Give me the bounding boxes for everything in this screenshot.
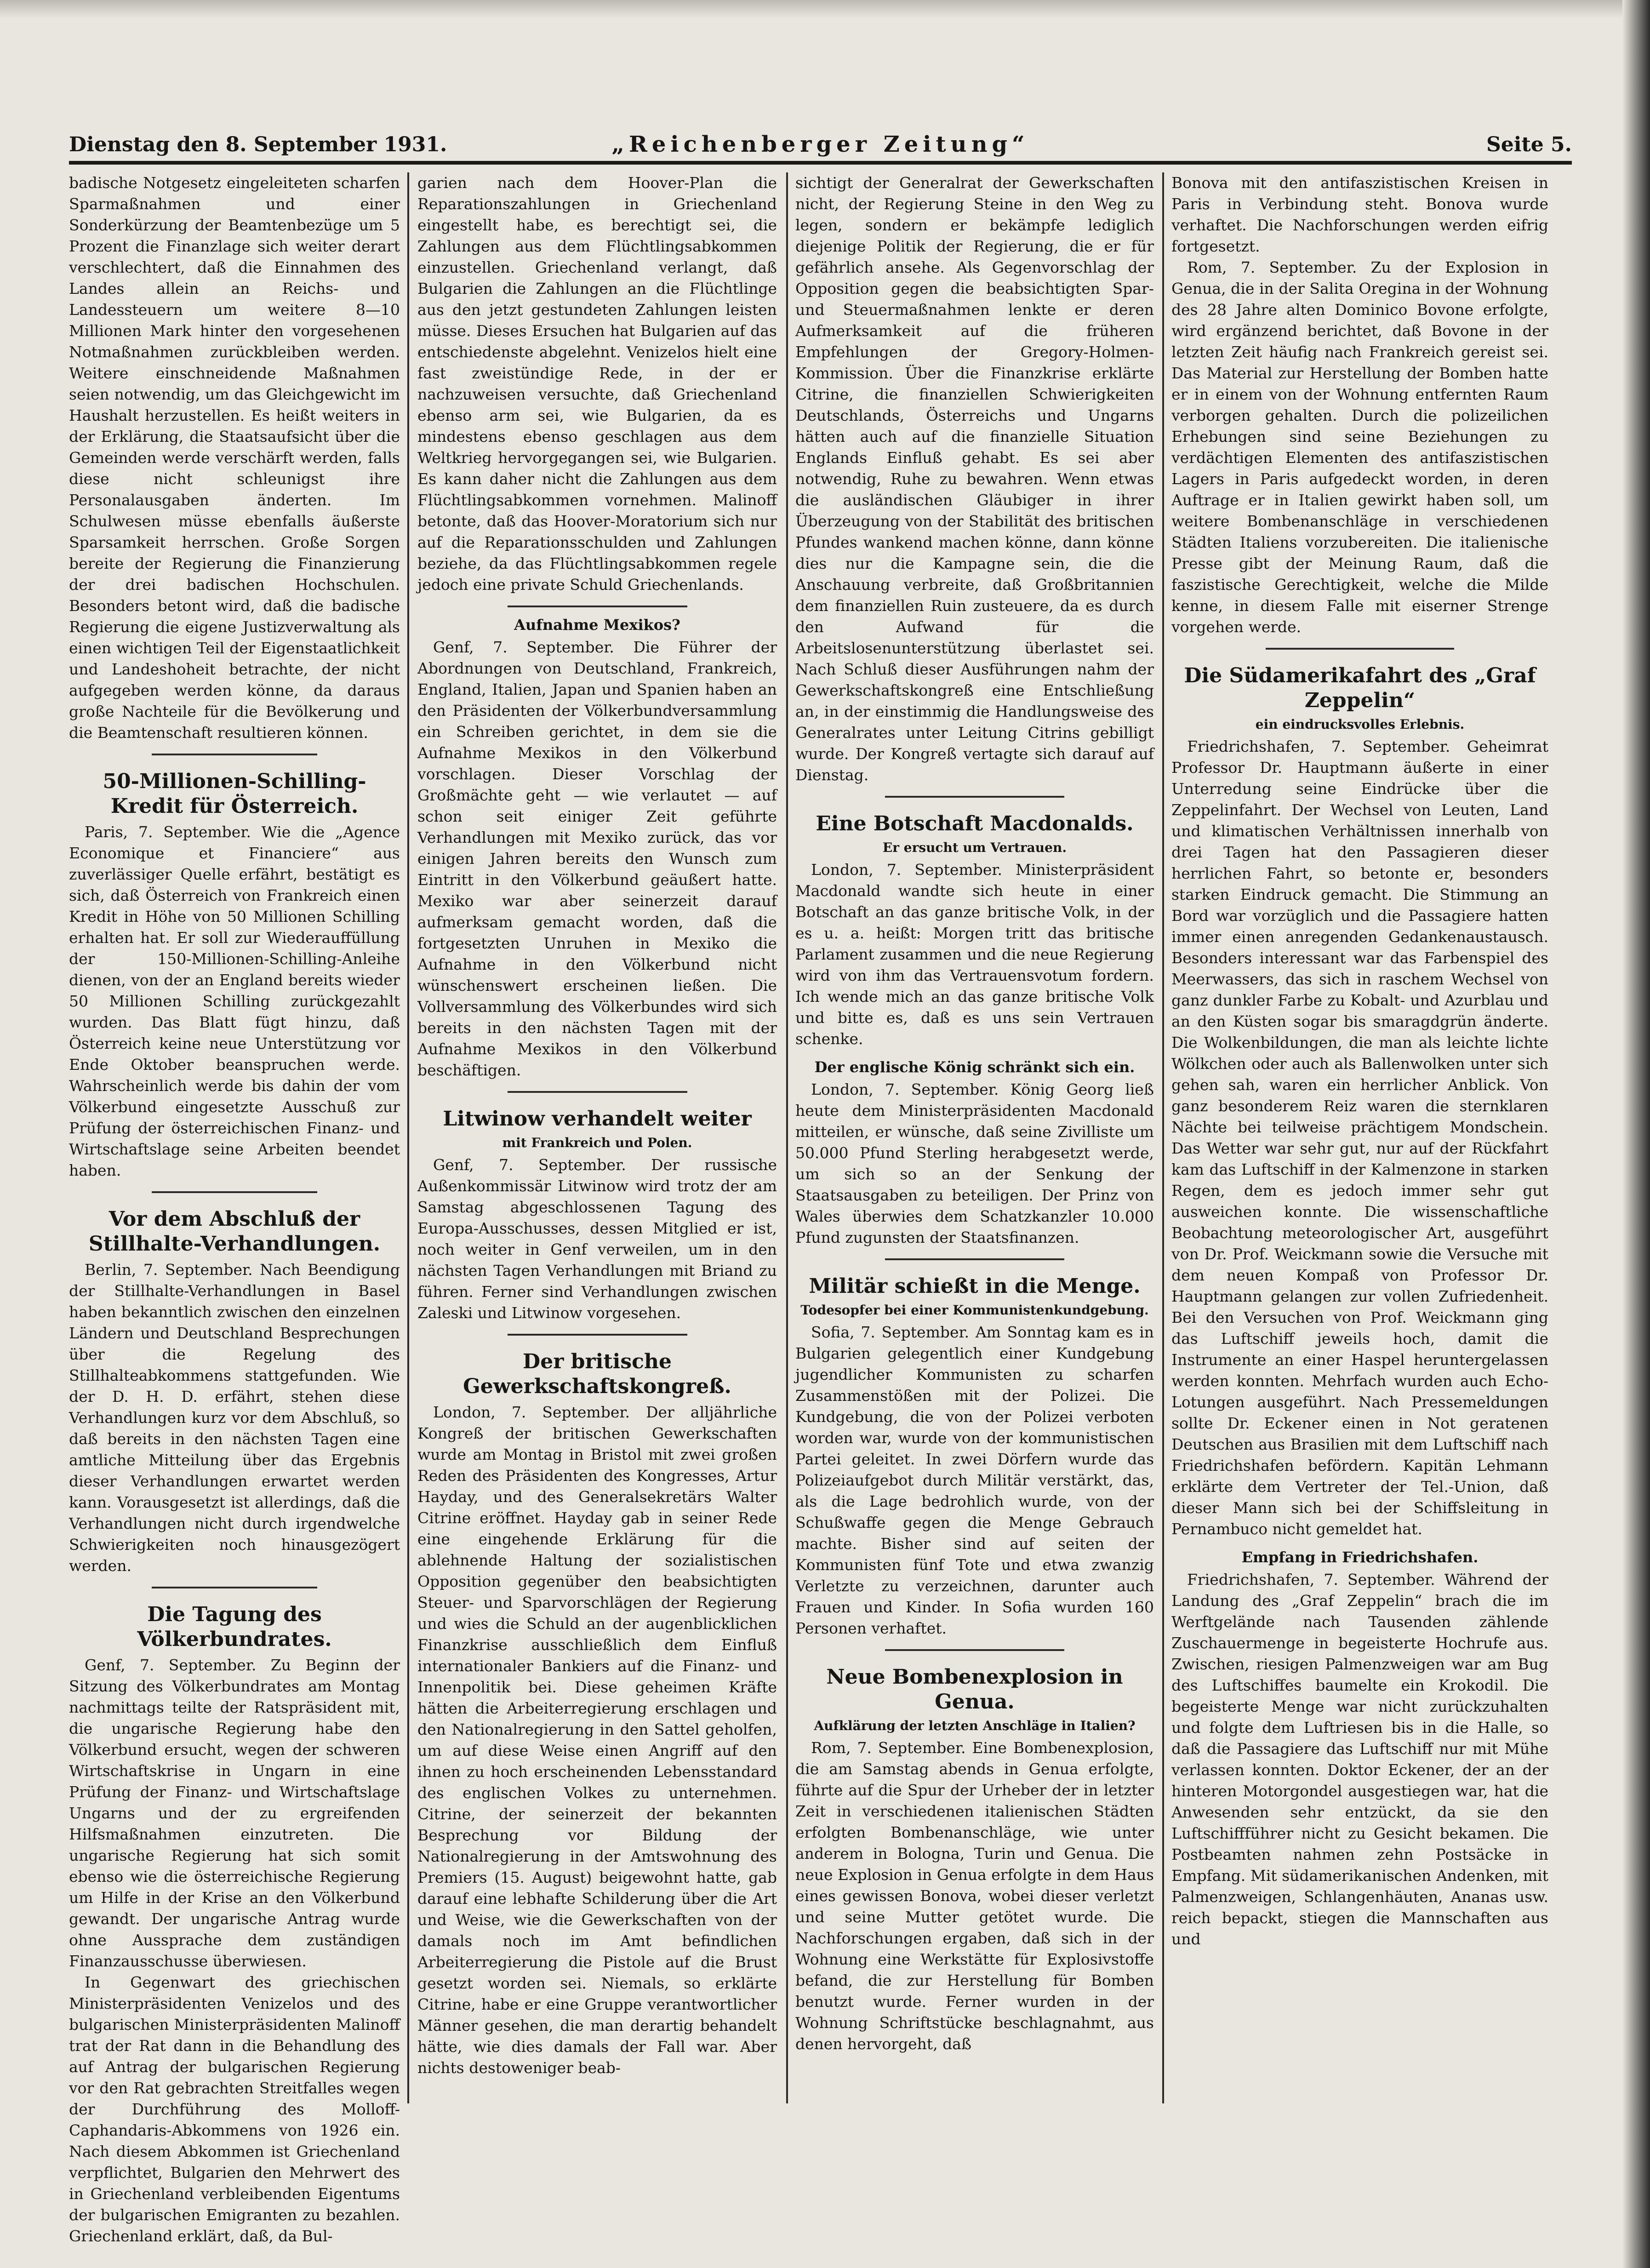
headline: Der britische Gewerkschaftskongreß. [463, 1350, 731, 1398]
article-divider [885, 1649, 1064, 1651]
issue-date: Dienstag den 8. September 1931. [69, 133, 447, 156]
masthead [69, 124, 1572, 165]
headline: Die Tagung des Völkerbundrates. [137, 1603, 332, 1651]
scan-top-edge [0, 0, 1650, 18]
article-divider [508, 1334, 687, 1336]
article-text: Friedrichshafen, 7. September. Während der Landung des „Graf Zeppelin“ brach die im Werftgelände nach Tausenden zählende Zuschauermenge in begeisterte Hochrufe aus. Zwischen, riesigen Palmenzweigen war am Bug des Luftschiffes baumelte ein Krokodil. Die begeisterte Menge war nicht zurückzuhalten und folgte dem Luftriesen bis in die Halle, so daß die Passagiere das Luftschiff nur mit Mühe verlassen konnten. Doktor Eckener, der an der hinteren Motorgondel ausgestiegen war, hat die Anwesenden sehr entzückt, da sie den Luftschiffführer nicht zu Gesicht bekamen. Die Postbeamten nahmen zehn Postsäcke in Empfang. Mit südamerikanischen Andenken, mit Palmenzweigen, Schlangenhäuten, Ananas usw. reich bepackt, stiegen die Mannschaften aus und [1171, 1571, 1548, 1948]
column-1 [69, 172, 400, 2245]
article-divider [1266, 648, 1454, 650]
subheadline: mit Frankreich und Polen. [502, 1135, 692, 1150]
headline: Militär schießt in die Menge. [809, 1274, 1141, 1298]
article-text: Genf, 7. September. Die Führer der Abordnungen von Deutschland, Frankreich, England, Italien, Japan und Spanien haben an den Präsidenten der Völkerbundversammlung ein Schreiben gerichtet, in dem sie die Aufnahme Mexikos in den Völkerbund vorschlagen. Dieser Vorschlag der Großmächte geht — wie verlautet — auf schon seit einiger Zeit geführte Verhandlungen mit Mexiko zurück, das vor einigen Jahren bereits den Wunsch zum Eintritt in den Völkerbund geäußert hatte. Mexiko war aber seinerzeit darauf aufmerksam gemacht worden, daß die fortgesetzten Unruhen in Mexiko die Aufnahme in den Völkerbund nicht wünschenswert erscheinen ließen. Die Vollversammlung des Völkerbundes wird sich bereits in den nächsten Tagen mit der Aufnahme Mexikos in den Völkerbund beschäftigen. [417, 638, 777, 1079]
article-divider [152, 754, 317, 755]
article-text: Rom, 7. September. Eine Bombenexplosion, die am Samstag abends in Genua erfolgte, führte auf die Spur der Urheber der in letzter Zeit in verschiedenen italienischen Städten erfolgten Bombenanschläge, wie unter anderem in Bologna, Turin und Genua. Die neue Explosion in Genua erfolgte in dem Haus eines gewissen Bonova, wobei dieser verletzt und seine Mutter getötet wurde. Die Nachforschungen ergaben, daß sich in der Wohnung eine Werkstätte für Explosivstoffe befand, die zur Herstellung für Bomben benutzt wurde. Ferner wurden in der Wohnung Schriftstücke beschlagnahmt, aus denen hervorgeht, daß [795, 1739, 1154, 2053]
headline: Die Südamerikafahrt des „Graf Zeppelin“ [1184, 664, 1536, 712]
article-text: Bonova mit den antifaszistischen Kreisen in Paris in Verbindung steht. Bonova wurde verhaftet. Die Nachforschungen werden eifrig fortgesetzt. [1171, 174, 1548, 255]
article-text: garien nach dem Hoover-Plan die Reparationszahlungen in Griechenland eingestellt habe, es berechtigt sei, die Zahlungen aus dem Flüchtlingsabkommen einzustellen. Griechenland verlangt, daß Bulgarien die Zahlungen an die Flüchtlinge aus den jetzt gestundeten Zahlungen leisten müsse. Dieses Ersuchen hat Bulgarien auf das entschiedenste abgelehnt. Venizelos hielt eine fast zweistündige Rede, in der er nachzuweisen versuchte, daß Griechenland ebenso arm sei, wie Bulgarien, da es mindestens ebenso geschlagen aus dem Weltkrieg hervorgegangen sei, wie Bulgarien. Es kann daher nicht die Zahlungen aus dem Flüchtlingsabkommen vornehmen. Malinoff betonte, daß das Hoover-Moratorium sich nur auf die Reparationsschulden und Zahlungen beziehe, da das Flüchtlingsabkommen regele jedoch eine private Schuld Griechenlands. [417, 174, 777, 594]
article-text: Berlin, 7. September. Nach Beendigung der Stillhalte-Verhandlungen in Basel haben bekanntlich zwischen den einzelnen Ländern und Deutschland Besprechungen über die Regelung des Stillhalteabkommens stattgefunden. Wie der D. H. D. erfährt, stehen diese Verhandlungen kurz vor dem Abschluß, so daß bereits in den nächsten Tagen eine amtliche Mitteilung über das Ergebnis dieser Verhandlungen erwartet werden kann. Vorausgesetzt ist allerdings, daß die Verhandlungen nicht durch irgendwelche Schwierigkeiten noch hinausgezögert werden. [69, 1261, 400, 1575]
article-text: sichtigt der Generalrat der Gewerkschaften nicht, der Regierung Steine in den Weg zu legen, sondern er bekämpfe lediglich diejenige Politik der Regierung, die er für gefährlich ansehe. Als Gegenvorschlag der Opposition gegen die beabsichtigten Spar- und Steuermaßnahmen lenkte er deren Aufmerksamkeit auf die früheren Empfehlungen der Gregory-Holmen-Kommission. Über die Finanzkrise erklärte Citrine, die finanziellen Schwierigkeiten Deutschlands, Österreichs und Ungarns hätten auch auf die finanzielle Situation Englands Einfluß gehabt. Es sei aber notwendig, Ruhe zu bewahren. Wenn etwas die ausländischen Gläubiger in ihrer Überzeugung von der Stabilität des britischen Pfundes wankend machen könne, dann könne dies nur die Kampagne sein, die die Anschauung verbreite, daß Großbritannien dem finanziellen Ruin zusteuere, da es durch den Aufwand für die Arbeitslosenunterstützung überlastet sei. Nach Schluß dieser Ausführungen nahm der Gewerkschaftskongreß eine Entschließung an, in der einstimmig die Handlungsweise des Generalrates unter Leitung Citrins gebilligt wurde. Der Kongreß vertagte sich darauf auf Dienstag. [795, 174, 1154, 784]
column-rule [407, 172, 409, 2103]
article-text: Genf, 7. September. Der russische Außenkommissär Litwinow wird trotz der am Samstag abgeschlossenen Tagung des Europa-Ausschusses, dessen Mitglied er ist, noch weiter in Genf verweilen, um in den nächsten Tagen Verhandlungen mit Briand zu führen. Ferner sind Verhandlungen zwischen Zaleski und Litwinow vorgesehen. [417, 1156, 777, 1322]
article-text: London, 7. September. Ministerpräsident Macdonald wandte sich heute in einer Botschaft an das ganze britische Volk, in der es u. a. heißt: Morgen tritt das britische Parlament zusammen und die neue Regierung wird von ihm das Vertrauensvotum fordern. Ich wende mich an das ganze britische Volk und bitte es, daß es uns sein Vertrauen schenke. [795, 861, 1154, 1048]
article-text: In Gegenwart des griechischen Ministerpräsidenten Venizelos und des bulgarischen Ministerpräsidenten Malinoff trat der Rat dann in die Behandlung des auf Antrag der bulgarischen Regierung vor den Rat gebrachten Streitfalles wegen der Durchführung des Molloff-Caphandaris-Abkommens von 1926 ein. Nach diesem Abkommen ist Griechenland verpflichtet, Bulgarien den Mehrwert des in Griechenland verbleibenden Eigentums der bulgarischen Emigranten zu bezahlen. Griechenland erklärt, daß, da Bul- [69, 1973, 400, 2245]
article-text: Rom, 7. September. Zu der Explosion in Genua, die in der Salita Oregina in der Wohnung des 28 Jahre alten Dominico Bovone erfolgte, wird ergänzend berichtet, daß Bovone in der letzten Zeit häufig nach Frankreich gereist sei. Das Material zur Herstellung der Bomben hatte er in einem von der Wohnung entfernten Raum verborgen gehalten. Durch die polizeilichen Erhebungen sind seine Beziehungen zu verdächtigen Elementen des antifaszistischen Lagers in Paris aufgedeckt worden, in deren Auftrage er in Italien gewirkt haben soll, um weitere Bombenanschläge in verschiedenen Städten Italiens vorzubereiten. Die italienische Presse gibt der Meinung Raum, daß die faszistische Gerechtigkeit, welche die Milde kenne, in diesem Falle mit eiserner Strenge vorgehen werde. [1171, 258, 1548, 636]
article-text: badische Notgesetz eingeleiteten scharfen Sparmaßnahmen und einer Sonderkürzung der Beamtenbezüge um 5 Prozent die Finanzlage sich weiter derart verschlechtert, daß die Einnahmen des Landes allein an Reichs- und Landessteuern um weitere 8—10 Millionen Mark hinter den vorgesehenen Notmaßnahmen zurückbleiben werden. Weitere einschneidende Maßnahmen seien notwendig, um das Gleichgewicht im Haushalt herzustellen. Es heißt weiters in der Erklärung, die Staatsaufsicht über die Gemeinden werde verschärft werden, falls diese nicht schleunigst ihre Personalausgaben änderten. Im Schulwesen müsse ebenfalls äußerste Sparsamkeit herrschen. Große Sorgen bereite der Regierung die Finanzierung der drei badischen Hochschulen. Besonders betont wird, daß die badische Regierung die eigene Justizverwaltung als einen wichtigen Teil der Eigenstaatlichkeit und Landeshoheit betrachte, der nicht aufgegeben werden könne, da daraus große Nachteile für die Bevölkerung und die Beamtenschaft resultieren können. [69, 174, 400, 742]
article-text: Sofia, 7. September. Am Sonntag kam es in Bulgarien gelegentlich einer Kundgebung jugendlicher Kommunisten zu scharfen Zusammenstößen mit der Polizei. Die Kundgebung, die von der Polizei verboten worden war, wurde von der kommunistischen Partei geleitet. In zwei Dörfern wurde das Polizeiaufgebot durch Militär verstärkt, das, als die Lage bedrohlich wurde, von der Schußwaffe gegen die Menge Gebrauch machte. Bisher sind auf seiten der Kommunisten fünf Tote und etwa zwanzig Verletzte zu verzeichnen, darunter auch Frauen und Kinder. In Sofia wurden 160 Personen verhaftet. [795, 1323, 1154, 1637]
article-text: London, 7. September. Der alljährliche Kongreß der britischen Gewerkschaften wurde am Montag in Bristol mit zwei großen Reden des Präsidenten des Kongresses, Artur Hayday, und des Generalsekretärs Walter Citrine eröffnet. Hayday gab in seiner Rede eine eingehende Erklärung für die ablehnende Haltung der sozialistischen Opposition gegenüber den beabsichtigten Steuer- und Sparvorschlägen der Regierung und wies die Schuld an der augenblicklichen Finanzkrise ausschließlich dem Einfluß internationaler Bankiers auf die Finanz- und Innenpolitik bei. Diese geheimen Kräfte hätten die Arbeiterregierung erschlagen und den Nationalregierung in den Sattel geholfen, um auf diese Weise einen Angriff auf den ihnen zu hoch erscheinenden Lebensstandard des englischen Volkes zu unternehmen. Citrine, der seinerzeit der bekannten Besprechung vor Bildung der Nationalregierung in der Amtswohnung des Premiers (15. August) beigewohnt hatte, gab darauf eine lebhafte Schilderung über die Art und Weise, wie die Gewerkschaften von der damals noch im Amt befindlichen Arbeiterregierung die Pistole auf die Brust gesetzt worden sei. Niemals, so erklärte Citrine, habe er eine Gruppe verantwortlicher Männer gesehen, die man derartig behandelt hätte, wie dies damals der Fall war. Aber nichts destoweniger beab- [417, 1403, 777, 2077]
headline: Vor dem Abschluß der Stillhalte-Verhandlungen. [88, 1207, 381, 1256]
article-text: London, 7. September. König Georg ließ heute dem Ministerpräsidenten Macdonald mitteilen, er wünsche, daß seine Zivilliste um 50.000 Pfund Sterling herabgesetzt werde, um sich so an der Senkung der Staatsausgaben zu beteiligen. Der Prinz von Wales überwies dem Schatzkanzler 10.000 Pfund zugunsten der Staatsfinanzen. [795, 1080, 1154, 1246]
column-4 [1171, 172, 1548, 2140]
column-3 [795, 172, 1154, 2140]
subheadline: Er ersucht um Vertrauen. [882, 840, 1067, 855]
subheadline: Todesopfer bei einer Kommunistenkundgebung. [800, 1303, 1149, 1318]
headline: Empfang in Friedrichshafen. [1241, 1548, 1479, 1566]
article-divider [508, 606, 687, 607]
subheadline: ein eindrucksvolles Erlebnis. [1255, 717, 1465, 732]
page-number: Seite 5. [1486, 133, 1572, 156]
headline: Eine Botschaft Macdonalds. [816, 812, 1134, 835]
article-text: Paris, 7. September. Wie die „Agence Economique et Financiere“ aus zuverlässiger Quelle erfährt, bestätigt es sich, daß Österreich von Frankreich einen Kredit in Höhe von 50 Millionen Schilling erhalten hat. Er soll zur Wiederauffüllung der 150-Millionen-Schilling-Anleihe dienen, von der an England bereits wieder 50 Millionen Schilling zurückgezahlt wurden. Das Blatt fügt hinzu, daß Österreich keine neue Unterstützung vor Ende Oktober beanspruchen werde. Wahrscheinlich werde bis dahin der vom Völkerbund eingesetzte Ausschuß zur Prüfung der österreichischen Finanz- und Wirtschaftslage seine Arbeiten beendet haben. [69, 823, 400, 1179]
article-text: Genf, 7. September. Zu Beginn der Sitzung des Völkerbundrates am Montag nachmittags teilte der Ratspräsident mit, die ungarische Regierung habe den Völkerbund ersucht, wegen der schweren Wirtschaftskrise in Ungarn in eine Prüfung der Finanz- und Wirtschaftslage Ungarns und der zu ergreifenden Hilfsmaßnahmen einzutreten. Die ungarische Regierung hat sich somit ebenso wie die österreichische Regierung um Hilfe in der Krise an den Völkerbund gewandt. Der ungarische Antrag wurde ohne Aussprache dem zuständigen Finanzausschusse überwiesen. [69, 1656, 400, 1970]
column-rule [786, 172, 788, 2103]
headline: Litwinow verhandelt weiter [443, 1107, 752, 1131]
column-2 [417, 172, 777, 2140]
subheadline: Aufklärung der letzten Anschläge in Italien? [814, 1718, 1136, 1733]
article-divider [508, 1091, 687, 1093]
article-divider [152, 1587, 317, 1588]
headline: Neue Bombenexplosion in Genua. [826, 1665, 1123, 1714]
column-rule [1162, 172, 1164, 2103]
headline: 50-Millionen-Schilling-Kredit für Österreich. [103, 770, 366, 818]
article-divider [885, 1258, 1064, 1260]
article-divider [152, 1191, 317, 1193]
headline: Der englische König schränkt sich ein. [814, 1058, 1135, 1076]
newspaper-title: „Reichenberger Zeitung“ [611, 131, 1029, 157]
article-divider [885, 796, 1064, 798]
headline: Aufnahme Mexikos? [514, 616, 680, 634]
article-text: Friedrichshafen, 7. September. Geheimrat Professor Dr. Hauptmann äußerte in einer Unterredung seine Eindrücke über die Zeppelinfahrt. Der Wechsel von Leuten, Land und klimatischen Verhältnissen innerhalb von drei Tagen hat den Passagieren dieser herrlichen Fahrt, so betonte er, besonders starken Eindruck gemacht. Die Stimmung an Bord war vorzüglich und die Passagiere hatten immer einen anregenden Gedankenaustausch. Besonders interessant war das Farbenspiel des Meerwassers, das sich in raschem Wechsel von ganz dunkler Farbe zu Kobalt- und Azurblau und an den Küsten sogar bis smaragdgrün änderte. Die Wolkenbildungen, die man als leichte lichte Wölkchen oder auch als Ballenwolken unter sich gehen sah, waren ein herrlicher Anblick. Von ganz besonderem Reiz waren die sternklaren Nächte bei teilweise prächtigem Mondschein. Das Wetter war sehr gut, nur auf der Rückfahrt kam das Luftschiff in der Kalmenzone in starken Regen, dem es jedoch immer sehr gut ausweichen konnte. Die wissenschaftliche Beobachtung meteorologischer Art, ausgeführt von Dr. Prof. Weickmann sowie die Versuche mit dem neuen Kompaß von Professor Dr. Hauptmann gelangen zur vollen Zufriedenheit. Bei den Versuchen von Prof. Weickmann ging das Luftschiff jeweils hoch, damit die Instrumente an einer Haspel heruntergelassen werden konnten. Mehrfach wurden auch Echo-Lotungen ausgeführt. Nach Pressemeldungen sollte Dr. Eckener einen in Not geratenen Deutschen aus Brasilien mit dem Luftschiff nach Friedrichshafen befördern. Kapitän Lehmann erklärte dem Vertreter der Tel.-Union, daß dieser Mann sich bei der Schiffsleitung in Pernambuco nicht gemeldet hat. [1171, 737, 1548, 1538]
scan-right-edge [1622, 0, 1650, 2268]
